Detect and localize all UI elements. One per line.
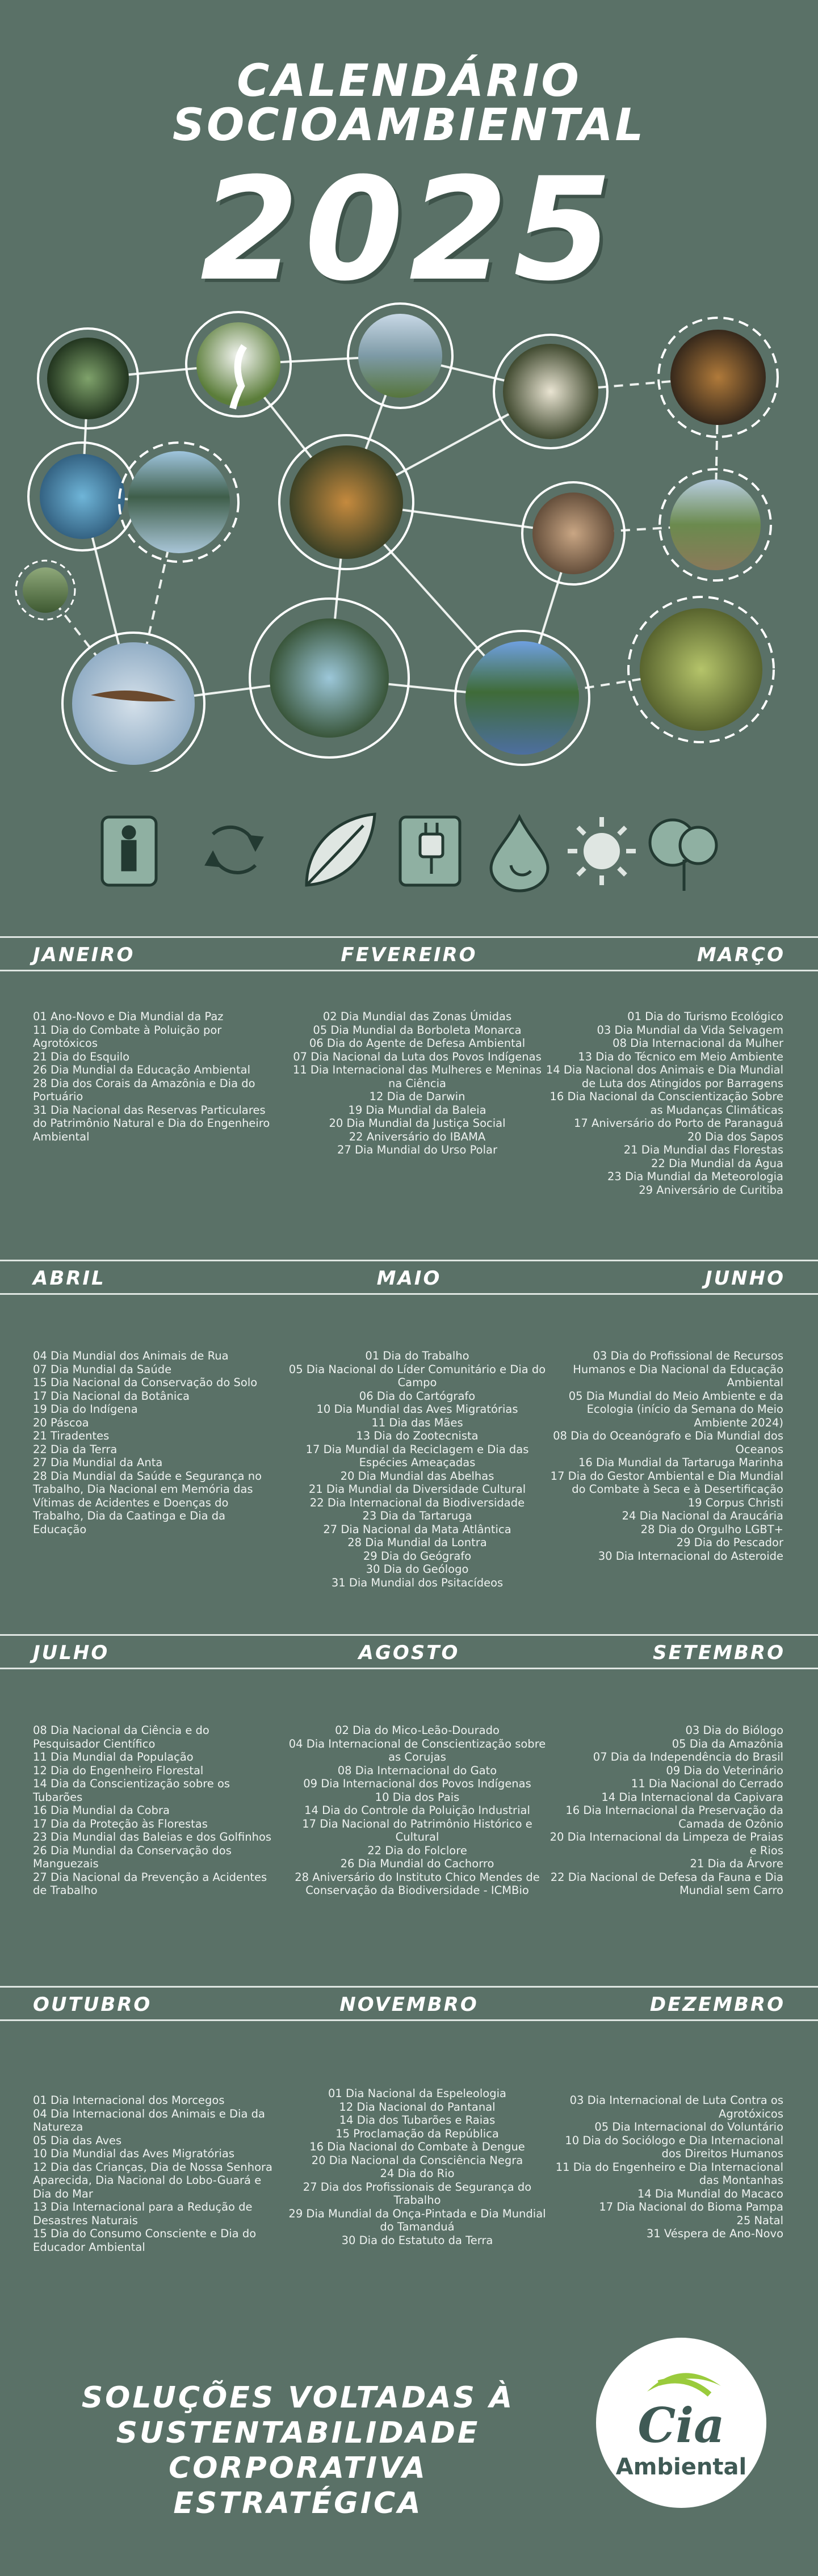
date-item: 19 Dia do Indígena bbox=[33, 1403, 138, 1416]
date-item: 29 Dia do Geógrafo bbox=[363, 1549, 472, 1563]
date-item: 22 Dia Mundial da Água bbox=[651, 1156, 783, 1170]
date-item: 03 Dia do Biólogo bbox=[685, 1724, 783, 1737]
year-heading: 2025 bbox=[200, 147, 618, 312]
date-item: 11 Dia das Mães bbox=[371, 1416, 463, 1429]
date-item: 01 Dia do Turismo Ecológico bbox=[627, 1010, 783, 1023]
date-item: 14 Dia Nacional dos Animais e Dia Mundial de Luta dos Atingidos por Barragens bbox=[546, 1063, 783, 1090]
date-item: 11 Dia Internacional das Mulheres e Meninas na Ciência bbox=[292, 1063, 542, 1090]
person-icon bbox=[102, 817, 156, 885]
logo-word-cia: Cia bbox=[637, 2397, 725, 2453]
date-item: 16 Dia Mundial da Cobra bbox=[33, 1804, 170, 1817]
date-item: 14 Dia Internacional da Capivara bbox=[601, 1790, 783, 1804]
month-list-jan bbox=[33, 1010, 277, 1143]
date-item: 12 Dia do Engenheiro Florestal bbox=[33, 1763, 204, 1777]
month-list-dez bbox=[545, 2094, 783, 2241]
date-item: 20 Páscoa bbox=[33, 1416, 89, 1429]
date-item: 08 Dia Internacional da Mulher bbox=[613, 1037, 783, 1050]
plug-icon bbox=[400, 817, 460, 885]
date-item: 30 Dia Internacional do Asteroide bbox=[598, 1549, 783, 1563]
date-item: 26 Dia Mundial da Conservação dos Manguezais bbox=[33, 1843, 232, 1870]
date-item: 17 Dia Mundial da Reciclagem e Dia das Espécies Ameaçadas bbox=[305, 1442, 529, 1469]
date-item: 09 Dia Internacional dos Povos Indígenas bbox=[303, 1777, 531, 1790]
date-item: 06 Dia do Agente de Defesa Ambiental bbox=[309, 1037, 526, 1050]
date-item: 20 Dia Nacional da Consciência Negra bbox=[311, 2153, 523, 2167]
date-item: 04 Dia Mundial dos Animais de Rua bbox=[33, 1349, 229, 1362]
date-item: 04 Dia Internacional dos Animais e Dia da Natureza bbox=[33, 2107, 265, 2133]
photo-bat bbox=[658, 318, 778, 437]
date-item: 10 Dia Mundial das Aves Migratórias bbox=[33, 2147, 234, 2160]
month-name-jan: JANEIRO bbox=[33, 944, 135, 966]
footer-line-3: CORPORATIVA ESTRATÉGICA bbox=[169, 2451, 427, 2520]
footer-line-2: SUSTENTABILIDADE bbox=[116, 2416, 480, 2450]
month-name-jul: JULHO bbox=[33, 1641, 110, 1664]
date-item: 21 Tiradentes bbox=[33, 1429, 110, 1442]
date-item: 21 Dia do Esquilo bbox=[33, 1050, 130, 1063]
date-item: 13 Dia do Zootecnista bbox=[356, 1429, 479, 1442]
title-line-2: SOCIOAMBIENTAL bbox=[172, 100, 646, 151]
photo-network bbox=[0, 295, 818, 772]
photo-araucaria-forest bbox=[38, 329, 138, 428]
month-list-jun bbox=[545, 1349, 783, 1563]
date-item: 27 Dia Mundial da Anta bbox=[33, 1456, 163, 1469]
date-item: 08 Dia Nacional da Ciência e do Pesquisador Científico bbox=[33, 1724, 209, 1750]
date-item: 21 Dia da Árvore bbox=[690, 1857, 783, 1870]
date-item: 27 Dia dos Profissionais de Segurança do Trabalho bbox=[303, 2180, 532, 2207]
date-item: 03 Dia Internacional de Luta Contra os Agrotóxicos bbox=[569, 2094, 783, 2120]
date-item: 27 Dia Nacional da Mata Atlântica bbox=[323, 1522, 511, 1536]
date-item: 16 Dia Mundial da Tartaruga Marinha bbox=[578, 1456, 783, 1469]
date-item: 23 Dia Mundial das Baleias e dos Golfinhos bbox=[33, 1830, 272, 1843]
month-name-nov: NOVEMBRO bbox=[339, 1993, 479, 2016]
photo-coati bbox=[628, 597, 774, 742]
date-item: 07 Dia Nacional da Luta dos Povos Indígenas bbox=[293, 1050, 542, 1063]
month-list-ago bbox=[287, 1724, 548, 1897]
date-item: 16 Dia Nacional da Conscientização Sobre as Mudanças Climáticas bbox=[549, 1090, 783, 1117]
water-drop-icon bbox=[491, 817, 548, 891]
sun-icon bbox=[568, 817, 636, 885]
date-item: 10 Dia do Sociólogo e Dia Internacional dos Direitos Humanos bbox=[565, 2133, 783, 2160]
month-band-q1 bbox=[0, 936, 818, 971]
date-item: 22 Aniversário do IBAMA bbox=[349, 1130, 486, 1143]
month-name-fev: FEVEREIRO bbox=[341, 944, 477, 966]
date-item: 28 Dia Mundial da Lontra bbox=[347, 1536, 487, 1549]
date-item: 14 Dia Mundial do Macaco bbox=[637, 2187, 783, 2200]
month-name-out: OUTUBRO bbox=[33, 1993, 152, 2016]
date-item: 12 Dia Nacional do Pantanal bbox=[339, 2100, 496, 2114]
month-list-nov bbox=[287, 2087, 548, 2247]
date-item: 23 Dia Mundial da Meteorologia bbox=[607, 1170, 783, 1183]
month-list-set bbox=[545, 1724, 783, 1897]
date-item: 26 Dia Mundial da Educação Ambiental bbox=[33, 1063, 251, 1076]
date-item: 14 Dia dos Tubarões e Raias bbox=[339, 2114, 496, 2127]
date-item: 02 Dia do Mico-Leão-Dourado bbox=[335, 1724, 500, 1737]
date-item: 11 Dia do Combate à Poluição por Agrotóxicos bbox=[33, 1023, 222, 1050]
month-list-fev bbox=[287, 1010, 548, 1157]
date-item: 28 Aniversário do Instituto Chico Mendes de Conservação da Biodiversidade - ICMBio bbox=[295, 1870, 540, 1897]
date-item: 24 Dia Nacional da Araucária bbox=[622, 1509, 783, 1522]
date-item: 17 Dia Nacional da Botânica bbox=[33, 1389, 190, 1403]
date-item: 26 Dia Mundial do Cachorro bbox=[340, 1857, 494, 1870]
month-list-out bbox=[33, 2094, 277, 2254]
month-band-q3 bbox=[0, 1634, 818, 1669]
date-item: 27 Dia Nacional da Prevenção a Acidentes de Trabalho bbox=[33, 1870, 267, 1897]
date-item: 28 Dia do Orgulho LGBT+ bbox=[640, 1522, 783, 1536]
date-item: 01 Dia Internacional dos Morcegos bbox=[33, 2094, 225, 2107]
month-name-jun: JUNHO bbox=[704, 1267, 785, 1290]
date-item: 16 Dia Internacional da Preservação da Camada de Ozônio bbox=[565, 1804, 783, 1830]
date-item: 16 Dia Nacional do Combate à Dengue bbox=[309, 2140, 525, 2153]
photo-mountain-lake-reflection bbox=[119, 443, 238, 562]
date-item: 17 Dia Nacional do Bioma Pampa bbox=[599, 2200, 783, 2213]
photo-hawk bbox=[62, 633, 204, 772]
tree-icon bbox=[650, 820, 716, 891]
date-item: 20 Dia Internacional da Limpeza de Praias e Rios bbox=[549, 1830, 783, 1857]
date-item: 25 Natal bbox=[736, 2213, 783, 2227]
date-item: 07 Dia da Independência do Brasil bbox=[593, 1750, 783, 1763]
date-item: 15 Dia do Consumo Consciente e Dia do Educador Ambiental bbox=[33, 2227, 257, 2254]
month-band-q2 bbox=[0, 1260, 818, 1295]
photo-wetland bbox=[16, 561, 75, 620]
month-name-mar: MARÇO bbox=[697, 944, 785, 966]
date-item: 22 Dia Nacional de Defesa da Fauna e Dia Mundial sem Carro bbox=[550, 1870, 783, 1897]
month-list-mai bbox=[287, 1349, 548, 1589]
date-item: 17 Aniversário do Porto de Paranaguá bbox=[573, 1117, 783, 1130]
date-item: 11 Dia Mundial da População bbox=[33, 1750, 194, 1763]
date-item: 05 Dia Mundial da Borboleta Monarca bbox=[313, 1023, 522, 1037]
month-list-jul bbox=[33, 1724, 277, 1897]
date-item: 17 Dia da Proteção às Florestas bbox=[33, 1817, 208, 1830]
photo-waterfall-river bbox=[250, 599, 409, 757]
date-item: 29 Dia do Pescador bbox=[676, 1536, 783, 1549]
date-item: 10 Dia dos Pais bbox=[375, 1790, 460, 1804]
title-line-1: CALENDÁRIO bbox=[237, 56, 581, 107]
date-item: 01 Dia Nacional da Espeleologia bbox=[328, 2087, 506, 2100]
date-item: 31 Dia Nacional das Reservas Particulares do Patrimônio Natural e Dia do Engenheiro Ambiental bbox=[33, 1103, 270, 1143]
photo-lake-forest-shore bbox=[455, 631, 589, 765]
date-item: 23 Dia da Tartaruga bbox=[362, 1509, 472, 1522]
date-item: 31 Véspera de Ano-Novo bbox=[646, 2227, 783, 2240]
date-item: 21 Dia Mundial das Florestas bbox=[623, 1143, 783, 1156]
month-name-dez: DEZEMBRO bbox=[649, 1993, 785, 2016]
month-name-ago: AGOSTO bbox=[358, 1641, 460, 1664]
date-item: 09 Dia do Veterinário bbox=[666, 1763, 783, 1777]
date-item: 28 Dia Mundial da Saúde e Segurança no Trabalho, Dia Nacional em Memória das Vítimas de Acidentes e Doenças do Trabalho, Dia da Caatinga e Dia da Educação bbox=[33, 1469, 262, 1536]
leaf-icon bbox=[307, 814, 375, 885]
date-item: 21 Dia Mundial da Diversidade Cultural bbox=[308, 1483, 526, 1496]
photo-rocky-lake bbox=[660, 469, 771, 580]
date-item: 20 Dia Mundial da Justiça Social bbox=[329, 1117, 506, 1130]
date-item: 28 Dia dos Corais da Amazônia e Dia do Portuário bbox=[33, 1076, 255, 1103]
date-item: 24 Dia do Rio bbox=[380, 2167, 455, 2180]
date-item: 12 Dia das Crianças, Dia de Nossa Senhora Aparecida, Dia Nacional do Lobo-Guará e Dia do Mar bbox=[33, 2160, 272, 2200]
footer-line-1: SOLUÇÕES VOLTADAS À bbox=[81, 2381, 515, 2415]
date-item: 15 Dia Nacional da Conservação do Solo bbox=[33, 1376, 258, 1389]
photo-tree-frog bbox=[279, 435, 413, 569]
date-item: 13 Dia do Técnico em Meio Ambiente bbox=[578, 1050, 783, 1063]
recycle-icon bbox=[207, 827, 261, 873]
date-item: 03 Dia do Profissional de Recursos Humanos e Dia Nacional da Educação Ambiental bbox=[573, 1349, 783, 1389]
date-item: 05 Dia da Amazônia bbox=[672, 1737, 783, 1750]
date-item: 01 Dia do Trabalho bbox=[365, 1349, 469, 1362]
date-item: 22 Dia da Terra bbox=[33, 1442, 118, 1456]
date-item: 10 Dia Mundial das Aves Migratórias bbox=[316, 1403, 518, 1416]
date-item: 29 Aniversário de Curitiba bbox=[639, 1183, 783, 1197]
date-item: 29 Dia Mundial da Onça-Pintada e Dia Mundial do Tamanduá bbox=[288, 2207, 546, 2233]
date-item: 11 Dia do Engenheiro e Dia Internacional das Montanhas bbox=[555, 2160, 783, 2187]
date-item: 14 Dia do Controle da Poluição Industrial bbox=[304, 1804, 530, 1817]
theme-icons bbox=[91, 809, 727, 894]
date-item: 06 Dia do Cartógrafo bbox=[359, 1389, 476, 1403]
date-item: 08 Dia Internacional do Gato bbox=[337, 1763, 497, 1777]
month-name-set: SETEMBRO bbox=[653, 1641, 785, 1664]
date-item: 04 Dia Internacional de Conscientização sobre as Corujas bbox=[288, 1737, 546, 1763]
logo-word-ambiental: Ambiental bbox=[615, 2454, 747, 2480]
date-item: 22 Dia Internacional da Biodiversidade bbox=[309, 1496, 525, 1509]
date-item: 05 Dia Nacional do Líder Comunitário e Dia do Campo bbox=[288, 1362, 546, 1389]
photo-pantanal-lake bbox=[348, 304, 452, 408]
date-item: 19 Corpus Christi bbox=[687, 1496, 783, 1509]
date-item: 15 Proclamação da República bbox=[335, 2127, 499, 2140]
date-item: 01 Ano-Novo e Dia Mundial da Paz bbox=[33, 1010, 224, 1023]
date-item: 02 Dia Mundial das Zonas Úmidas bbox=[322, 1010, 512, 1023]
month-name-mai: MAIO bbox=[376, 1267, 442, 1290]
date-item: 05 Dia das Aves bbox=[33, 2133, 122, 2147]
month-name-abr: ABRIL bbox=[33, 1267, 106, 1290]
footer-slogan bbox=[54, 2380, 542, 2521]
date-item: 20 Dia dos Sapos bbox=[687, 1130, 783, 1143]
date-item: 31 Dia Mundial dos Psitacídeos bbox=[331, 1576, 504, 1589]
date-item: 08 Dia do Oceanógrafo e Dia Mundial dos Oceanos bbox=[553, 1429, 783, 1456]
date-item: 30 Dia do Geólogo bbox=[366, 1563, 469, 1576]
date-item: 07 Dia Mundial da Saúde bbox=[33, 1362, 172, 1376]
date-item: 22 Dia do Folclore bbox=[367, 1843, 467, 1857]
date-item: 17 Dia Nacional do Patrimônio Histórico e Cultural bbox=[302, 1817, 532, 1843]
date-item: 05 Dia Mundial do Meio Ambiente e da Ecologia (início da Semana do Meio Ambiente 2024) bbox=[568, 1389, 783, 1429]
photo-pequi-flower bbox=[494, 335, 607, 448]
date-item: 30 Dia do Estatuto da Terra bbox=[341, 2233, 493, 2247]
date-item: 20 Dia Mundial das Abelhas bbox=[340, 1469, 494, 1483]
date-item: 13 Dia Internacional para a Redução de Desastres Naturais bbox=[33, 2200, 253, 2227]
photo-egret-bird bbox=[186, 312, 291, 416]
date-item: 17 Dia do Gestor Ambiental e Dia Mundial do Combate à Seca e à Desertificação bbox=[550, 1469, 783, 1496]
month-list-mar bbox=[545, 1010, 783, 1197]
date-item: 11 Dia Nacional do Cerrado bbox=[631, 1777, 783, 1790]
cia-ambiental-logo bbox=[596, 2338, 766, 2508]
date-item: 19 Dia Mundial da Baleia bbox=[348, 1103, 486, 1117]
date-item: 14 Dia da Conscientização sobre os Tubarões bbox=[33, 1777, 230, 1804]
month-list-abr bbox=[33, 1349, 277, 1536]
date-item: 12 Dia de Darwin bbox=[369, 1090, 465, 1103]
date-item: 27 Dia Mundial do Urso Polar bbox=[337, 1143, 497, 1156]
photo-rodent bbox=[522, 482, 624, 584]
date-item: 05 Dia Internacional do Voluntário bbox=[594, 2120, 783, 2133]
date-item: 03 Dia Mundial da Vida Selvagem bbox=[597, 1023, 783, 1037]
month-band-q4 bbox=[0, 1986, 818, 2021]
